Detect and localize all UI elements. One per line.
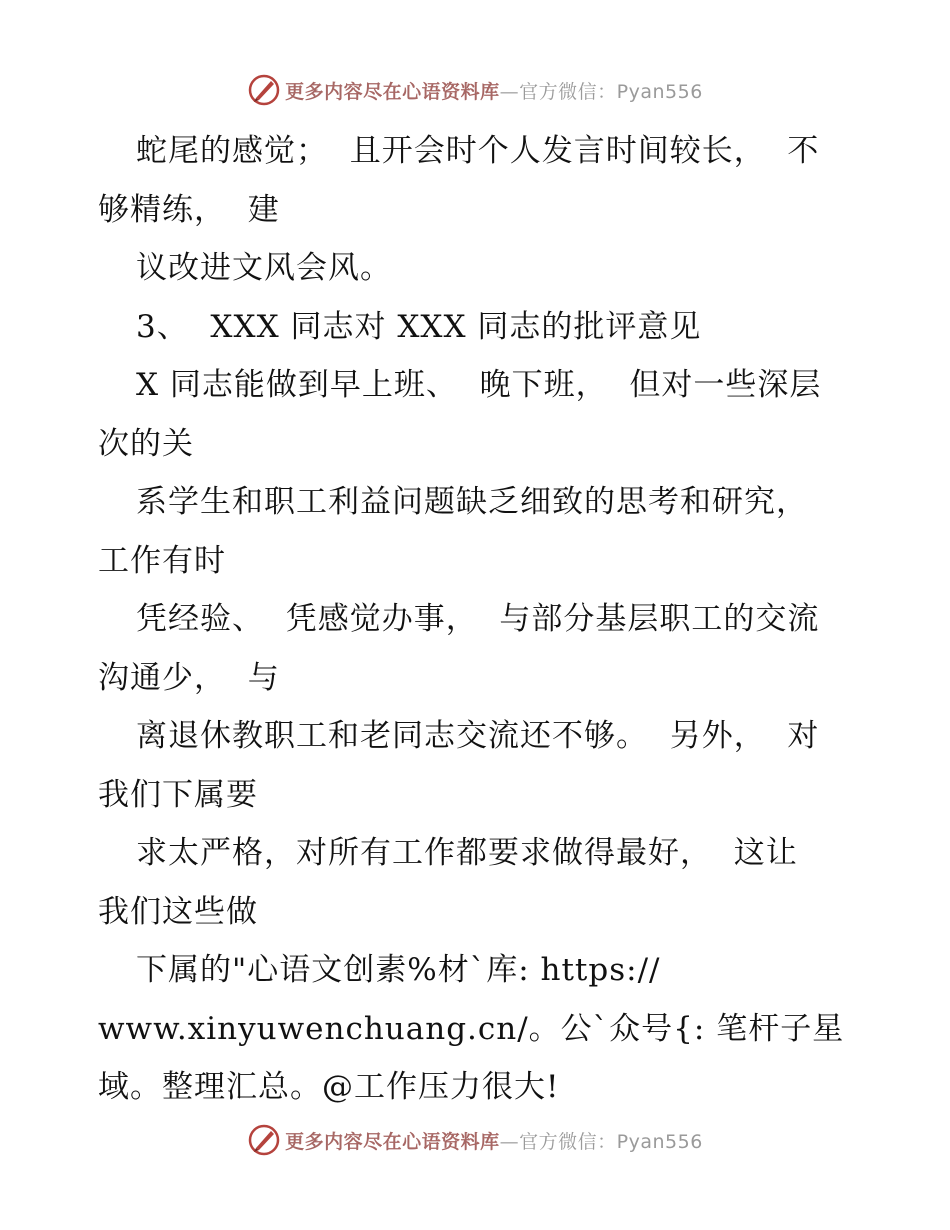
text-line: X 同志能做到早上班、 晚下班， 但对一些深层 <box>136 367 822 403</box>
text-line: 蛇尾的感觉； 且开会时个人发言时间较长， 不 <box>136 133 820 169</box>
pen-logo-icon <box>247 1123 281 1157</box>
text-line: 系学生和职工利益问题缺乏细致的思考和研究， <box>136 484 808 520</box>
text-line: 求太严格，对所有工作都要求做得最好， 这让 <box>136 835 798 871</box>
banner-separator: — <box>499 80 520 103</box>
banner-text <box>285 1127 703 1154</box>
text-line: 工作有时 <box>98 542 226 579</box>
banner-separator: — <box>499 1130 520 1153</box>
banner-wechat: 官方微信：Pyan556 <box>519 80 703 103</box>
pen-logo-icon <box>247 73 281 107</box>
text-line: www.xinyuwenchuang.cn/。公`众号{: 笔杆子星 <box>98 1010 845 1047</box>
banner-wechat: 官方微信：Pyan556 <box>519 1130 703 1153</box>
text-line: 我们这些做 <box>98 893 258 930</box>
header-watermark-banner <box>0 70 950 110</box>
text-line: 我们下属要 <box>98 776 258 813</box>
banner-text <box>285 77 703 104</box>
document-body <box>98 122 858 1117</box>
section-heading: 3、 XXX 同志对 XXX 同志的批评意见 <box>136 308 702 345</box>
text-line: 下属的"心语文创素%材`库: https:// <box>136 952 661 988</box>
text-line: 够精练， 建 <box>98 191 280 228</box>
text-line: 域。整理汇总。@工作压力很大! <box>98 1069 560 1105</box>
text-line: 沟通少， 与 <box>98 659 280 696</box>
footer-watermark-banner <box>0 1120 950 1160</box>
text-line: 议改进文风会风。 <box>136 250 392 286</box>
banner-brand: 更多内容尽在心语资料库 <box>285 80 500 103</box>
banner-brand: 更多内容尽在心语资料库 <box>285 1130 500 1153</box>
text-line: 次的关 <box>98 425 194 462</box>
text-line: 离退休教职工和老同志交流还不够。 另外， 对 <box>136 718 820 754</box>
text-line: 凭经验、 凭感觉办事， 与部分基层职工的交流 <box>136 601 820 637</box>
